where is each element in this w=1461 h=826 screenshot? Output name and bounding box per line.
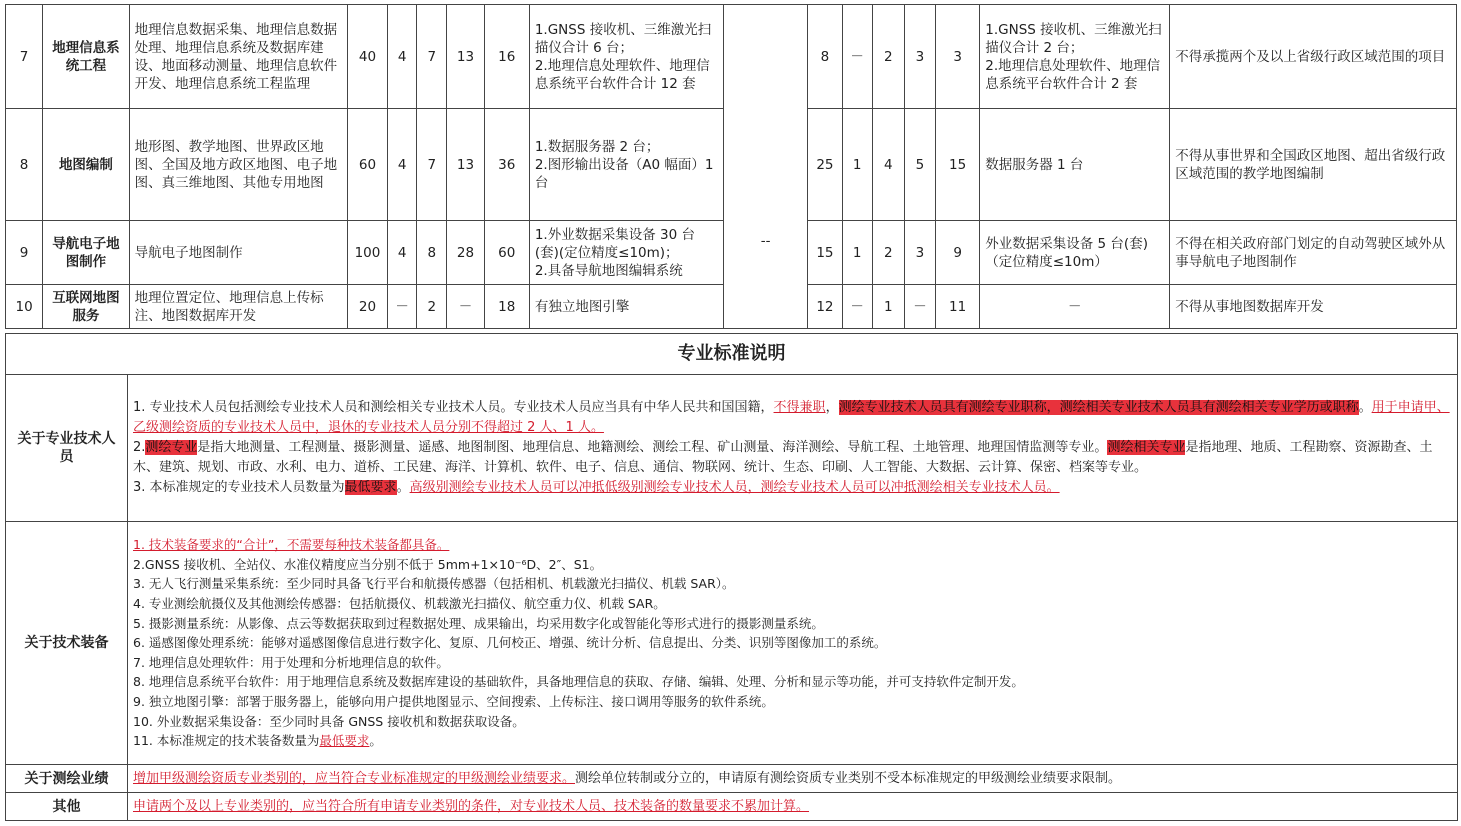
highlight-marker: 测绘专业 — [145, 440, 198, 455]
highlight-red-text: 增加甲级测绘资质专业类别的，应当符合专业标准规定的甲级测绘业绩要求。 — [133, 770, 576, 786]
performance-label: 关于测绘业绩 — [6, 765, 128, 793]
grade-b-count-4: 15 — [936, 109, 980, 221]
equipment-item: 2.GNSS 接收机、全站仪、水准仪精度应当分别不低于 5mm+1×10⁻⁶D、2″、S1。 — [133, 556, 603, 572]
grade-b-count-2: 4 — [872, 109, 904, 221]
equipment-line: 1.数据服务器 2 台； — [534, 138, 660, 155]
section-title-row — [6, 334, 1458, 375]
grade-a-equipment — [529, 221, 723, 285]
equipment-item: 8. 地理信息系统平台软件：用于地理信息系统及数据库建设的基础软件，具备地理信息的获取、存储、编辑、处理、分析和显示等功能，并可支持软件定制开发。 — [133, 674, 1024, 690]
highlight-red-text: 高级别测绘专业技术人员可以冲抵低级别测绘专业技术人员，测绘专业技术人员可以冲抵测绘相关专业技术人员。 — [409, 480, 1060, 495]
grade-a-equipment — [529, 5, 723, 109]
equipment-item: 4. 专业测绘航摄仪及其他测绘传感器：包括航摄仪、机载激光扫描仪、航空重力仪、机载 SAR。 — [133, 596, 666, 612]
personnel-label: 关于专业技术人员 — [6, 375, 128, 522]
equipment-line: 2.图形输出设备（A0 幅面）1 台 — [534, 156, 714, 191]
text: ， — [825, 400, 839, 415]
other-label: 其他 — [6, 793, 128, 821]
other-content — [128, 793, 1458, 821]
grade-a-count-4: 60 — [484, 221, 529, 285]
equipment-label: 关于技术装备 — [6, 522, 128, 765]
equipment-line: 2.地理信息处理软件、地理信息系统平台软件合计 2 套 — [985, 57, 1161, 92]
highlight-red-text: 申请两个及以上专业类别的，应当符合所有申请专业类别的条件，对专业技术人员、技术装备的数量要求不累加计算。 — [133, 798, 810, 814]
text: 。 — [369, 733, 382, 749]
grade-b-total: 25 — [808, 109, 842, 221]
highlight-red-text: 不得兼职 — [773, 400, 826, 415]
grade-a-count-3: 28 — [447, 221, 484, 285]
grade-b-count-3: 3 — [904, 221, 935, 285]
category-name: 地图编制 — [43, 109, 129, 221]
grade-a-count-4: 18 — [484, 285, 529, 329]
highlight-marker: 最低要求 — [344, 480, 397, 495]
business-scope: 导航电子地图制作 — [129, 221, 347, 285]
grade-b-count-1: － — [842, 285, 872, 329]
grade-a-count-2: 2 — [417, 285, 447, 329]
restriction-note: 不得从事地图数据库开发 — [1170, 285, 1457, 329]
restriction-note: 不得从事世界和全国政区地图、超出省级行政区域范围的教学地图编制 — [1170, 109, 1457, 221]
text: 是指地理、地质、工程勘察、资源勘查、土木、建筑、规划、市政、水利、电力、道桥、工民建、海洋、计算机、软件、电子、信息、通信、物联网、统计、生态、印刷、人工智能、大数据、云计算、保密、档案等专业。 — [133, 440, 1433, 475]
grade-b-count-2: 1 — [872, 285, 904, 329]
equipment-line: 1.GNSS 接收机、三维激光扫描仪合计 2 台； — [985, 21, 1162, 56]
highlight-red-text: 用于申请甲、乙级测绘资质的专业技术人员中，退休的专业技术人员分别不得超过 2 人、1 人。 — [133, 400, 1450, 435]
equipment-line: 2.具备导航地图编辑系统 — [534, 262, 683, 279]
grade-b-count-2: 2 — [872, 5, 904, 109]
row-number: 10 — [6, 285, 43, 329]
grade-b-total: 12 — [808, 285, 842, 329]
grade-a-count-3: － — [447, 285, 484, 329]
equipment-item: 10. 外业数据采集设备：至少同时具备 GNSS 接收机和数据获取设备。 — [133, 713, 525, 729]
row-number: 7 — [6, 5, 43, 109]
highlight-marker: 测绘相关专业 — [1107, 440, 1186, 455]
grade-b-count-4: 11 — [936, 285, 980, 329]
table-row — [6, 5, 1457, 109]
equipment-line: 有独立地图引擎 — [534, 298, 630, 315]
equipment-item: 7. 地理信息处理软件：用于处理和分析地理信息的软件。 — [133, 654, 449, 670]
business-scope: 地理信息数据采集、地理信息数据处理、地理信息系统及数据库建设、地面移动测量、地理信息软件开发、地理信息系统工程监理 — [129, 5, 347, 109]
text: 。 — [396, 480, 410, 495]
grade-b-count-1: － — [842, 5, 872, 109]
other-row — [6, 793, 1458, 821]
grade-a-count-1: 4 — [388, 109, 417, 221]
equipment-item: 5. 摄影测量系统：从影像、点云等数据获取到过程数据处理、成果输出，均采用数字化或智能化等形式进行的摄影测量系统。 — [133, 615, 824, 631]
text: 是指大地测量、工程测量、摄影测量、遥感、地图制图、地理信息、地籍测绘、测绘工程、矿山测量、海洋测绘、导航工程、土地管理、地理国情监测等专业。 — [197, 440, 1108, 455]
grade-a-equipment — [529, 285, 723, 329]
grade-a-count-2: 7 — [417, 109, 447, 221]
section-title: 专业标准说明 — [6, 334, 1458, 375]
equipment-line: 1.外业数据采集设备 30 台(套)(定位精度≤10m)； — [534, 226, 695, 261]
category-name: 地理信息系统工程 — [43, 5, 129, 109]
grade-b-count-3: － — [904, 285, 935, 329]
restriction-note: 不得承揽两个及以上省级行政区域范围的项目 — [1170, 5, 1457, 109]
grade-a-count-2: 7 — [417, 5, 447, 109]
grade-a-count-1: 4 — [388, 5, 417, 109]
grade-a-total: 60 — [347, 109, 387, 221]
personnel-row — [6, 375, 1458, 522]
category-name: 互联网地图服务 — [43, 285, 129, 329]
grade-b-equipment — [980, 5, 1170, 109]
grade-a-total: 100 — [347, 221, 387, 285]
row-number: 8 — [6, 109, 43, 221]
grade-a-total: 40 — [347, 5, 387, 109]
equipment-line: 外业数据采集设备 5 台(套)（定位精度≤10m） — [985, 235, 1148, 270]
text: 1. 专业技术人员包括测绘专业技术人员和测绘相关专业技术人员。专业技术人员应当具有中华人民共和国国籍， — [133, 400, 774, 415]
business-scope: 地理位置定位、地理信息上传标注、地图数据库开发 — [129, 285, 347, 329]
restriction-note: 不得在相关政府部门划定的自动驾驶区域外从事导航电子地图制作 — [1170, 221, 1457, 285]
equipment-item-11 — [133, 731, 1452, 751]
grade-b-count-4: 3 — [936, 5, 980, 109]
grade-b-equipment — [980, 221, 1170, 285]
highlight-marker: 测绘专业技术人员具有测绘专业职称，测绘相关专业技术人员具有测绘相关专业学历或职称 — [838, 400, 1359, 415]
highlight-red-text: 最低要求 — [319, 733, 370, 749]
grade-b-count-3: 3 — [904, 5, 935, 109]
merged-cell: -- — [723, 5, 807, 329]
equipment-line: 1.GNSS 接收机、三维激光扫描仪合计 6 台； — [534, 21, 712, 56]
grade-b-count-2: 2 — [872, 221, 904, 285]
equipment-row — [6, 522, 1458, 765]
standards-notes-table — [5, 333, 1458, 821]
equipment-item: 3. 无人飞行测量采集系统：至少同时具备飞行平台和航摄传感器（包括相机、机载激光扫描仪、机载 SAR）。 — [133, 576, 735, 592]
row-number: 9 — [6, 221, 43, 285]
equipment-item: 1. 技术装备要求的“合计”，不需要每种技术装备都具备。 — [133, 537, 450, 553]
personnel-item-3 — [133, 478, 1452, 498]
grade-a-count-1: 4 — [388, 221, 417, 285]
grade-b-equipment — [980, 285, 1170, 329]
grade-b-count-1: 1 — [842, 221, 872, 285]
qualification-table — [5, 4, 1457, 329]
equipment-content — [128, 522, 1458, 765]
performance-row — [6, 765, 1458, 793]
equipment-line: 2.地理信息处理软件、地理信息系统平台软件合计 12 套 — [534, 57, 710, 92]
personnel-item-2 — [133, 438, 1452, 478]
grade-a-count-2: 8 — [417, 221, 447, 285]
grade-b-total: 8 — [808, 5, 842, 109]
grade-a-count-4: 36 — [484, 109, 529, 221]
text: 3. 本标准规定的专业技术人员数量为 — [133, 480, 345, 495]
personnel-content — [128, 375, 1458, 522]
text: 2. — [133, 440, 146, 455]
grade-a-count-1: － — [388, 285, 417, 329]
grade-a-equipment — [529, 109, 723, 221]
grade-a-total: 20 — [347, 285, 387, 329]
category-name: 导航电子地图制作 — [43, 221, 129, 285]
performance-content — [128, 765, 1458, 793]
business-scope: 地形图、教学地图、世界政区地图、全国及地方政区地图、电子地图、真三维地图、其他专用地图 — [129, 109, 347, 221]
grade-a-count-4: 16 — [484, 5, 529, 109]
text: 。 — [1358, 400, 1372, 415]
text: 11. 本标准规定的技术装备数量为 — [133, 733, 320, 749]
grade-a-count-3: 13 — [447, 109, 484, 221]
personnel-item-1 — [133, 398, 1452, 438]
text: 测绘单位转制或分立的，申请原有测绘资质专业类别不受本标准规定的甲级测绘业绩要求限制。 — [575, 770, 1122, 786]
equipment-line: 数据服务器 1 台 — [985, 156, 1084, 173]
grade-b-equipment — [980, 109, 1170, 221]
grade-b-count-4: 9 — [936, 221, 980, 285]
grade-b-total: 15 — [808, 221, 842, 285]
grade-a-count-3: 13 — [447, 5, 484, 109]
equipment-item: 9. 独立地图引擎：部署于服务器上，能够向用户提供地图显示、空间搜索、上传标注、接口调用等服务的软件系统。 — [133, 693, 774, 709]
equipment-line: － — [1068, 298, 1082, 315]
grade-b-count-1: 1 — [842, 109, 872, 221]
grade-b-count-3: 5 — [904, 109, 935, 221]
equipment-item: 6. 遥感图像处理系统：能够对遥感图像信息进行数字化、复原、几何校正、增强、统计分析、信息提出、分类、识别等图像加工的系统。 — [133, 635, 887, 651]
